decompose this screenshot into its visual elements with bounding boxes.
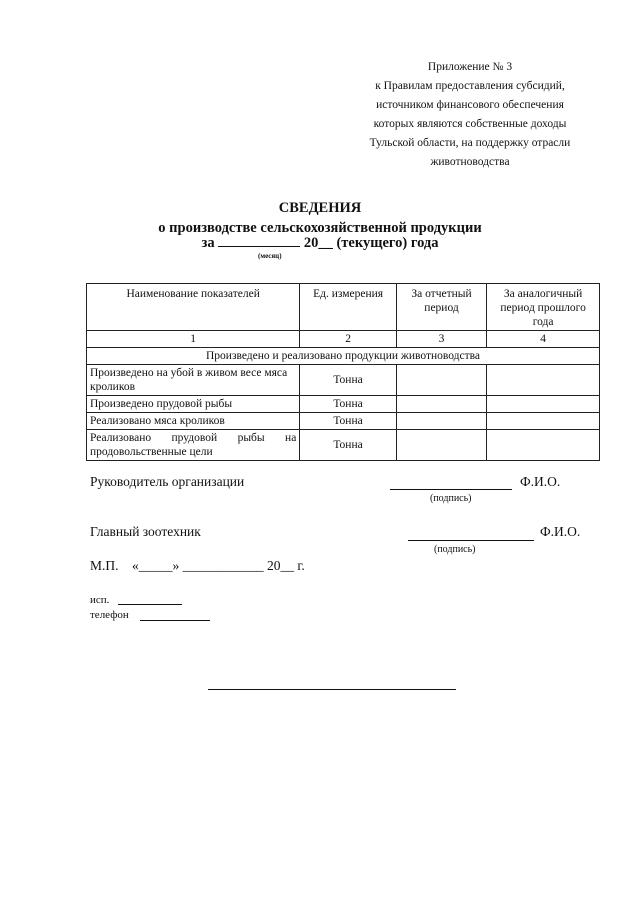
stamp-label: М.П. — [90, 558, 119, 573]
head-label: Руководитель организации — [90, 474, 245, 489]
period-line — [0, 234, 640, 252]
row-name: Произведено на убой в живом весе мяса кроликов — [87, 365, 300, 396]
appendix-line: Приложение № 3 — [427, 61, 513, 73]
table-row — [87, 365, 600, 396]
row-current-cell[interactable] — [396, 396, 486, 413]
head-signature-hint: (подпись) — [430, 493, 472, 504]
row-unit: Тонна — [300, 413, 397, 430]
row-previous-cell[interactable] — [487, 430, 600, 461]
row-name: Произведено прудовой рыбы — [87, 396, 300, 413]
header-name: Наименование показателей — [87, 284, 300, 331]
appendix-line: животноводства — [430, 156, 510, 168]
month-hint: (месяц) — [258, 252, 282, 260]
row-unit: Тонна — [300, 430, 397, 461]
header-unit: Ед. измерения — [300, 284, 397, 331]
section-title: Произведено и реализовано продукции животноводства — [87, 348, 600, 365]
header-row — [87, 284, 600, 331]
row-current-cell[interactable] — [396, 413, 486, 430]
row-previous-cell[interactable] — [487, 413, 600, 430]
stamp-date: «_____» ____________ 20__ г. — [132, 558, 305, 573]
period-suffix: 20__ (текущего) года — [303, 235, 439, 251]
col-number: 3 — [396, 331, 486, 348]
row-unit: Тонна — [300, 396, 397, 413]
title-sub: о производстве сельскохозяйственной продукции — [158, 220, 482, 236]
appendix-block — [340, 58, 600, 172]
phone-label: телефон — [90, 609, 129, 621]
col-number: 2 — [300, 331, 397, 348]
header-previous: За аналогичный период прошлого года — [487, 284, 600, 331]
zoo-signature-line[interactable] — [408, 540, 534, 541]
section-row — [87, 348, 600, 365]
executor-label: исп. — [90, 594, 110, 606]
document-title — [0, 198, 640, 238]
appendix-line: к Правилам предоставления субсидий, — [375, 80, 565, 92]
zoo-fio: Ф.И.О. — [540, 524, 581, 539]
month-blank — [218, 234, 300, 247]
table-row — [87, 413, 600, 430]
col-number: 4 — [487, 331, 600, 348]
row-current-cell[interactable] — [396, 365, 486, 396]
appendix-line: источником финансового обеспечения — [376, 99, 564, 111]
row-previous-cell[interactable] — [487, 365, 600, 396]
executor-line[interactable] — [118, 604, 182, 605]
table-row — [87, 396, 600, 413]
period-prefix: за — [201, 235, 215, 251]
row-current-cell[interactable] — [396, 430, 486, 461]
zoo-label: Главный зоотехник — [90, 524, 201, 539]
separator-line — [208, 689, 456, 690]
appendix-line: которых являются собственные доходы — [373, 118, 567, 130]
col-number: 1 — [87, 331, 300, 348]
zoo-signature-hint: (подпись) — [434, 544, 476, 555]
table-row — [87, 430, 600, 461]
head-fio: Ф.И.О. — [520, 474, 561, 489]
row-name: Реализовано мяса кроликов — [87, 413, 300, 430]
row-previous-cell[interactable] — [487, 396, 600, 413]
number-row — [87, 331, 600, 348]
phone-line[interactable] — [140, 620, 210, 621]
appendix-line: Тульской области, на поддержку отрасли — [369, 137, 571, 149]
head-signature-line[interactable] — [390, 489, 512, 490]
row-unit: Тонна — [300, 365, 397, 396]
header-current: За отчетный период — [396, 284, 486, 331]
production-table — [86, 283, 600, 461]
title-main: СВЕДЕНИЯ — [278, 200, 362, 216]
row-name: Реализовано прудовой рыбы на продовольственные цели — [87, 430, 300, 461]
